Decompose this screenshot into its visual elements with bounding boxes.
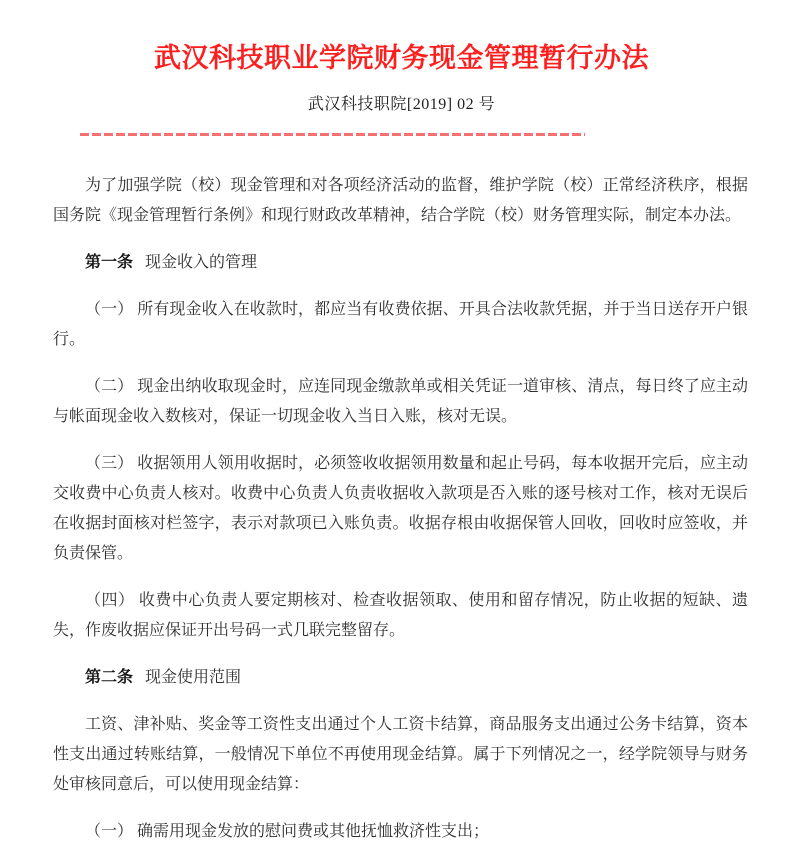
body-paragraph: （一） 确需用现金发放的慰问费或其他抚恤救济性支出；: [85, 823, 490, 840]
article-heading: [53, 663, 748, 693]
body-paragraph: 工资、津补贴、奖金等工资性支出通过个人工资卡结算，商品服务支出通过公务卡结算，资本性支出通过转账结算，一般情况下单位不再使用现金结算。属于下列情况之一，经学院领导与财务处审核同意后，可以使用现金结算：: [53, 716, 748, 793]
document-number: 武汉科技职院[2019] 02 号: [307, 96, 496, 113]
body-paragraph: （四） 收费中心负责人要定期核对、检查收据领取、使用和留存情况，防止收据的短缺、遗失，作废收据应保证开出号码一式几联完整留存。: [53, 592, 748, 639]
body-paragraph: （一） 所有现金收入在收款时，都应当有收费依据、开具合法收款凭据，并于当日送存开户银行。: [53, 301, 748, 348]
document-body: [0, 136, 803, 847]
article-title: 现金使用范围: [145, 669, 242, 686]
article-number: 第二条: [85, 669, 134, 686]
body-paragraph: 为了加强学院（校）现金管理和对各项经济活动的监督，维护学院（校）正常经济秩序，根据国务院《现金管理暂行条例》和现行财政改革精神，结合学院（校）财务管理实际，制定本办法。: [53, 177, 748, 224]
article-title: 现金收入的管理: [145, 254, 258, 271]
body-paragraph: （三） 收据领用人领用收据时，必须签收收据领用数量和起止号码，每本收据开完后，应主动交收费中心负责人核对。收费中心负责人负责收据收入款项是否入账的逐号核对工作，核对无误后在收据封面核对栏签字，表示对款项已入账负责。收据存根由收据保管人回收，回收时应签收，并负责保管。: [53, 455, 748, 562]
article-number: 第一条: [85, 254, 134, 271]
article-heading: [53, 248, 748, 278]
body-paragraph: （二） 现金出纳收取现金时，应连同现金缴款单或相关凭证一道审核、清点，每日终了应主动与帐面现金收入数核对，保证一切现金收入当日入账，核对无误。: [53, 378, 748, 425]
document-title: 武汉科技职业学院财务现金管理暂行办法: [154, 43, 649, 73]
